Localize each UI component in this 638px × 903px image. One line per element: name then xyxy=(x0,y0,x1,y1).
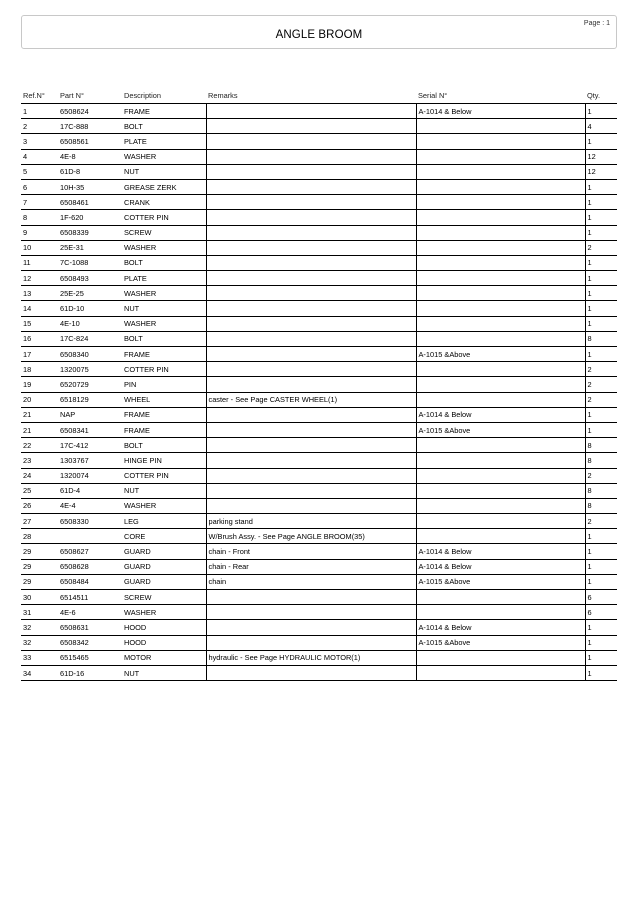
cell-serial xyxy=(416,331,585,346)
cell-remarks xyxy=(206,119,416,134)
cell-description: FRAME xyxy=(122,104,206,119)
cell-description: PIN xyxy=(122,377,206,392)
cell-description: GUARD xyxy=(122,574,206,589)
table-row xyxy=(21,665,617,680)
table-body xyxy=(21,104,617,681)
cell-qty: 2 xyxy=(585,377,617,392)
cell-serial xyxy=(416,529,585,544)
cell-qty: 1 xyxy=(585,620,617,635)
cell-qty: 1 xyxy=(585,422,617,437)
cell-remarks xyxy=(206,210,416,225)
table-row xyxy=(21,468,617,483)
cell-remarks xyxy=(206,362,416,377)
cell-ref: 24 xyxy=(21,468,58,483)
cell-qty: 1 xyxy=(585,574,617,589)
cell-remarks xyxy=(206,195,416,210)
table-row xyxy=(21,514,617,529)
cell-remarks xyxy=(206,271,416,286)
cell-ref: 5 xyxy=(21,164,58,179)
cell-remarks xyxy=(206,453,416,468)
cell-qty: 8 xyxy=(585,483,617,498)
cell-remarks xyxy=(206,347,416,362)
cell-qty: 8 xyxy=(585,498,617,513)
cell-serial xyxy=(416,286,585,301)
cell-remarks xyxy=(206,635,416,650)
cell-description: GUARD xyxy=(122,559,206,574)
cell-serial xyxy=(416,240,585,255)
cell-part-number: 4E-6 xyxy=(58,605,122,620)
cell-description: NUT xyxy=(122,301,206,316)
table-row xyxy=(21,225,617,240)
cell-remarks xyxy=(206,665,416,680)
cell-serial xyxy=(416,665,585,680)
cell-qty: 12 xyxy=(585,149,617,164)
cell-remarks xyxy=(206,316,416,331)
cell-qty: 8 xyxy=(585,438,617,453)
cell-qty: 12 xyxy=(585,164,617,179)
cell-remarks: chain xyxy=(206,574,416,589)
table-row xyxy=(21,438,617,453)
cell-description: CORE xyxy=(122,529,206,544)
column-header-part: Part N° xyxy=(58,88,122,104)
cell-part-number: 61D-16 xyxy=(58,665,122,680)
cell-serial: A-1014 & Below xyxy=(416,559,585,574)
cell-remarks xyxy=(206,134,416,149)
cell-part-number: 6508341 xyxy=(58,422,122,437)
cell-ref: 31 xyxy=(21,605,58,620)
cell-ref: 17 xyxy=(21,347,58,362)
column-header-qty: Qty. xyxy=(585,88,617,104)
cell-ref: 9 xyxy=(21,225,58,240)
cell-ref: 2 xyxy=(21,119,58,134)
cell-part-number: 7C-1088 xyxy=(58,255,122,270)
cell-ref: 28 xyxy=(21,529,58,544)
cell-description: FRAME xyxy=(122,407,206,422)
cell-ref: 13 xyxy=(21,286,58,301)
cell-remarks: chain - Front xyxy=(206,544,416,559)
table-row xyxy=(21,195,617,210)
cell-qty: 6 xyxy=(585,605,617,620)
cell-description: WASHER xyxy=(122,316,206,331)
cell-description: SCREW xyxy=(122,225,206,240)
cell-description: BOLT xyxy=(122,119,206,134)
table-row xyxy=(21,650,617,665)
table-row xyxy=(21,179,617,194)
cell-remarks xyxy=(206,498,416,513)
cell-description: WASHER xyxy=(122,240,206,255)
cell-description: WASHER xyxy=(122,149,206,164)
cell-part-number: 4E-10 xyxy=(58,316,122,331)
cell-qty: 1 xyxy=(585,255,617,270)
cell-qty: 1 xyxy=(585,347,617,362)
cell-remarks xyxy=(206,104,416,119)
table-row xyxy=(21,301,617,316)
cell-part-number: 1320075 xyxy=(58,362,122,377)
cell-qty: 2 xyxy=(585,392,617,407)
cell-ref: 12 xyxy=(21,271,58,286)
header-box xyxy=(21,15,617,49)
cell-qty: 1 xyxy=(585,179,617,194)
cell-serial xyxy=(416,483,585,498)
cell-description: PLATE xyxy=(122,271,206,286)
page-number: Page : 1 xyxy=(583,20,610,27)
cell-serial: A-1015 &Above xyxy=(416,422,585,437)
cell-ref: 29 xyxy=(21,544,58,559)
table-row xyxy=(21,286,617,301)
cell-description: HOOD xyxy=(122,635,206,650)
cell-qty: 1 xyxy=(585,225,617,240)
table-row xyxy=(21,377,617,392)
table-row xyxy=(21,422,617,437)
cell-ref: 34 xyxy=(21,665,58,680)
cell-description: BOLT xyxy=(122,331,206,346)
table-row xyxy=(21,453,617,468)
cell-ref: 33 xyxy=(21,650,58,665)
cell-part-number: 10H-35 xyxy=(58,179,122,194)
cell-description: HINGE PIN xyxy=(122,453,206,468)
cell-serial xyxy=(416,271,585,286)
cell-serial xyxy=(416,301,585,316)
cell-ref: 19 xyxy=(21,377,58,392)
cell-remarks xyxy=(206,149,416,164)
column-header-description: Description xyxy=(122,88,206,104)
cell-serial xyxy=(416,164,585,179)
cell-description: CRANK xyxy=(122,195,206,210)
cell-serial xyxy=(416,392,585,407)
cell-description: FRAME xyxy=(122,347,206,362)
cell-description: PLATE xyxy=(122,134,206,149)
cell-description: GREASE ZERK xyxy=(122,179,206,194)
cell-serial: A-1014 & Below xyxy=(416,620,585,635)
cell-qty: 1 xyxy=(585,210,617,225)
cell-part-number: 6518129 xyxy=(58,392,122,407)
cell-part-number: 17C-888 xyxy=(58,119,122,134)
table-row xyxy=(21,134,617,149)
cell-ref: 20 xyxy=(21,392,58,407)
table-row xyxy=(21,574,617,589)
table-row xyxy=(21,362,617,377)
table-row xyxy=(21,635,617,650)
cell-qty: 2 xyxy=(585,468,617,483)
table-row xyxy=(21,392,617,407)
table-row xyxy=(21,316,617,331)
table-row xyxy=(21,271,617,286)
cell-qty: 1 xyxy=(585,134,617,149)
cell-serial xyxy=(416,498,585,513)
cell-part-number: 6508493 xyxy=(58,271,122,286)
cell-qty: 1 xyxy=(585,650,617,665)
table-row xyxy=(21,164,617,179)
cell-part-number: 4E-4 xyxy=(58,498,122,513)
cell-qty: 1 xyxy=(585,316,617,331)
cell-serial xyxy=(416,119,585,134)
table-row xyxy=(21,210,617,225)
cell-qty: 2 xyxy=(585,362,617,377)
cell-description: WASHER xyxy=(122,605,206,620)
cell-ref: 22 xyxy=(21,438,58,453)
cell-serial: A-1015 &Above xyxy=(416,347,585,362)
cell-part-number: 6508624 xyxy=(58,104,122,119)
cell-qty: 1 xyxy=(585,407,617,422)
cell-part-number: 6508340 xyxy=(58,347,122,362)
cell-part-number: 25E-31 xyxy=(58,240,122,255)
cell-serial xyxy=(416,590,585,605)
cell-remarks: W/Brush Assy. - See Page ANGLE BROOM(35) xyxy=(206,529,416,544)
cell-description: NUT xyxy=(122,164,206,179)
cell-qty: 2 xyxy=(585,240,617,255)
cell-remarks xyxy=(206,605,416,620)
cell-remarks: chain - Rear xyxy=(206,559,416,574)
cell-remarks xyxy=(206,225,416,240)
cell-part-number: NAP xyxy=(58,407,122,422)
cell-part-number: 17C-824 xyxy=(58,331,122,346)
cell-serial xyxy=(416,650,585,665)
cell-description: WASHER xyxy=(122,498,206,513)
cell-serial xyxy=(416,225,585,240)
cell-remarks xyxy=(206,590,416,605)
cell-ref: 26 xyxy=(21,498,58,513)
cell-serial xyxy=(416,179,585,194)
cell-qty: 1 xyxy=(585,271,617,286)
cell-remarks xyxy=(206,468,416,483)
cell-description: FRAME xyxy=(122,422,206,437)
cell-description: COTTER PIN xyxy=(122,362,206,377)
cell-remarks xyxy=(206,438,416,453)
cell-description: BOLT xyxy=(122,438,206,453)
cell-ref: 10 xyxy=(21,240,58,255)
cell-part-number: 25E-25 xyxy=(58,286,122,301)
cell-description: NUT xyxy=(122,665,206,680)
cell-part-number: 61D-4 xyxy=(58,483,122,498)
cell-ref: 15 xyxy=(21,316,58,331)
cell-part-number: 6508339 xyxy=(58,225,122,240)
cell-serial xyxy=(416,210,585,225)
cell-remarks xyxy=(206,255,416,270)
table-row xyxy=(21,590,617,605)
cell-qty: 1 xyxy=(585,104,617,119)
table-row xyxy=(21,119,617,134)
cell-ref: 16 xyxy=(21,331,58,346)
cell-ref: 32 xyxy=(21,635,58,650)
cell-serial: A-1014 & Below xyxy=(416,104,585,119)
cell-serial xyxy=(416,438,585,453)
cell-part-number: 6508561 xyxy=(58,134,122,149)
cell-ref: 32 xyxy=(21,620,58,635)
cell-remarks xyxy=(206,286,416,301)
cell-ref: 21 xyxy=(21,407,58,422)
cell-part-number: 6514511 xyxy=(58,590,122,605)
cell-description: GUARD xyxy=(122,544,206,559)
cell-qty: 1 xyxy=(585,301,617,316)
cell-serial xyxy=(416,468,585,483)
cell-part-number: 6515465 xyxy=(58,650,122,665)
cell-serial xyxy=(416,149,585,164)
cell-remarks xyxy=(206,331,416,346)
cell-part-number: 6508342 xyxy=(58,635,122,650)
cell-qty: 1 xyxy=(585,635,617,650)
table-row xyxy=(21,498,617,513)
cell-qty: 1 xyxy=(585,559,617,574)
cell-serial xyxy=(416,377,585,392)
cell-remarks xyxy=(206,422,416,437)
cell-description: COTTER PIN xyxy=(122,210,206,225)
table-row xyxy=(21,605,617,620)
cell-qty: 1 xyxy=(585,544,617,559)
cell-qty: 1 xyxy=(585,665,617,680)
cell-serial: A-1014 & Below xyxy=(416,544,585,559)
cell-qty: 6 xyxy=(585,590,617,605)
cell-description: HOOD xyxy=(122,620,206,635)
cell-ref: 25 xyxy=(21,483,58,498)
cell-qty: 8 xyxy=(585,331,617,346)
cell-ref: 18 xyxy=(21,362,58,377)
cell-part-number: 1303767 xyxy=(58,453,122,468)
table-row xyxy=(21,544,617,559)
cell-description: WHEEL xyxy=(122,392,206,407)
cell-ref: 29 xyxy=(21,559,58,574)
cell-part-number: 6508627 xyxy=(58,544,122,559)
cell-serial xyxy=(416,453,585,468)
cell-qty: 2 xyxy=(585,514,617,529)
cell-description: SCREW xyxy=(122,590,206,605)
cell-remarks xyxy=(206,179,416,194)
cell-remarks xyxy=(206,377,416,392)
cell-ref: 30 xyxy=(21,590,58,605)
cell-qty: 1 xyxy=(585,529,617,544)
cell-remarks: parking stand xyxy=(206,514,416,529)
cell-serial: A-1015 &Above xyxy=(416,574,585,589)
cell-ref: 27 xyxy=(21,514,58,529)
cell-serial xyxy=(416,316,585,331)
cell-part-number: 6508628 xyxy=(58,559,122,574)
cell-part-number: 1F-620 xyxy=(58,210,122,225)
table-row xyxy=(21,620,617,635)
cell-serial xyxy=(416,605,585,620)
cell-part-number: 6508330 xyxy=(58,514,122,529)
cell-serial xyxy=(416,195,585,210)
cell-description: WASHER xyxy=(122,286,206,301)
cell-remarks xyxy=(206,301,416,316)
cell-part-number: 61D-10 xyxy=(58,301,122,316)
cell-ref: 11 xyxy=(21,255,58,270)
cell-remarks xyxy=(206,164,416,179)
table-row xyxy=(21,331,617,346)
table-row xyxy=(21,407,617,422)
cell-part-number: 1320074 xyxy=(58,468,122,483)
table-row xyxy=(21,529,617,544)
column-header-ref: Ref.N° xyxy=(21,88,58,104)
cell-qty: 1 xyxy=(585,195,617,210)
cell-serial xyxy=(416,255,585,270)
cell-remarks: caster - See Page CASTER WHEEL(1) xyxy=(206,392,416,407)
cell-serial: A-1015 &Above xyxy=(416,635,585,650)
cell-part-number: 6508461 xyxy=(58,195,122,210)
cell-ref: 1 xyxy=(21,104,58,119)
cell-ref: 8 xyxy=(21,210,58,225)
cell-description: MOTOR xyxy=(122,650,206,665)
cell-qty: 8 xyxy=(585,453,617,468)
table-header-row xyxy=(21,88,617,104)
cell-serial: A-1014 & Below xyxy=(416,407,585,422)
column-header-remarks: Remarks xyxy=(206,88,416,104)
table-row xyxy=(21,347,617,362)
cell-part-number xyxy=(58,529,122,544)
table-row xyxy=(21,240,617,255)
cell-remarks xyxy=(206,407,416,422)
cell-description: NUT xyxy=(122,483,206,498)
cell-description: COTTER PIN xyxy=(122,468,206,483)
table-row xyxy=(21,483,617,498)
cell-ref: 29 xyxy=(21,574,58,589)
table-row xyxy=(21,149,617,164)
cell-qty: 1 xyxy=(585,286,617,301)
cell-remarks xyxy=(206,483,416,498)
cell-ref: 21 xyxy=(21,422,58,437)
cell-ref: 6 xyxy=(21,179,58,194)
table-row xyxy=(21,559,617,574)
table-row xyxy=(21,255,617,270)
cell-ref: 23 xyxy=(21,453,58,468)
cell-serial xyxy=(416,134,585,149)
cell-ref: 4 xyxy=(21,149,58,164)
cell-serial xyxy=(416,362,585,377)
cell-remarks xyxy=(206,620,416,635)
cell-part-number: 6520729 xyxy=(58,377,122,392)
cell-ref: 14 xyxy=(21,301,58,316)
cell-part-number: 6508631 xyxy=(58,620,122,635)
column-header-serial: Serial N° xyxy=(416,88,585,104)
cell-ref: 3 xyxy=(21,134,58,149)
page-title: ANGLE BROOM xyxy=(275,29,363,41)
cell-remarks xyxy=(206,240,416,255)
cell-part-number: 6508484 xyxy=(58,574,122,589)
cell-description: LEG xyxy=(122,514,206,529)
cell-description: BOLT xyxy=(122,255,206,270)
parts-table xyxy=(21,88,617,681)
cell-qty: 4 xyxy=(585,119,617,134)
cell-part-number: 61D-8 xyxy=(58,164,122,179)
cell-part-number: 4E-8 xyxy=(58,149,122,164)
cell-ref: 7 xyxy=(21,195,58,210)
table-row xyxy=(21,104,617,119)
cell-remarks: hydraulic - See Page HYDRAULIC MOTOR(1) xyxy=(206,650,416,665)
cell-part-number: 17C-412 xyxy=(58,438,122,453)
cell-serial xyxy=(416,514,585,529)
